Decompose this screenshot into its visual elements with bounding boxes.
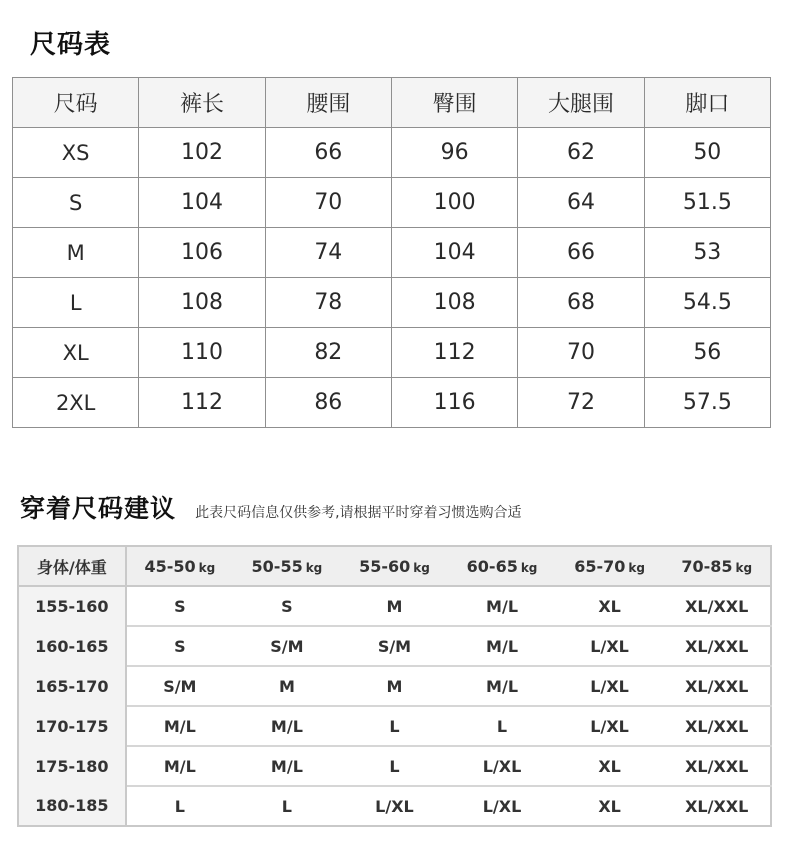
measurement-cell: 116	[391, 378, 517, 428]
measurement-cell: 106	[139, 228, 265, 278]
recommendation-row	[18, 786, 771, 826]
recommended-size-cell: L/XL	[556, 706, 664, 746]
weight-unit-label: kg	[305, 560, 323, 575]
recommended-size-cell: S/M	[341, 626, 449, 666]
height-range-cell: 155-160	[18, 586, 126, 626]
recommendation-header-row	[18, 546, 771, 586]
size-chart-title: 尺码表	[30, 30, 112, 60]
weight-range-header	[233, 546, 341, 586]
size-chart-row	[13, 228, 771, 278]
recommendation-row	[18, 586, 771, 626]
measurement-cell: 50	[644, 128, 770, 178]
recommendation-row	[18, 746, 771, 786]
weight-range-header	[448, 546, 556, 586]
recommendation-heading	[20, 489, 522, 525]
header-pants-length: 裤长	[139, 78, 265, 128]
size-label-cell: XS	[13, 128, 139, 178]
recommended-size-cell: M/L	[126, 706, 234, 746]
measurement-cell: 108	[391, 278, 517, 328]
recommended-size-cell: L	[281, 796, 292, 816]
recommended-size-cell: L/XL	[556, 626, 664, 666]
weight-range-label: 50-55	[251, 556, 303, 576]
header-thigh: 大腿围	[518, 78, 644, 128]
weight-unit-label: kg	[628, 560, 645, 575]
size-label-cell: 2XL	[13, 378, 139, 428]
measurement-cell: 110	[139, 328, 265, 378]
weight-unit-label: kg	[520, 560, 538, 575]
recommendation-row	[18, 666, 771, 706]
recommended-size-cell: S/M	[233, 626, 341, 666]
recommended-size-cell: L	[174, 796, 185, 816]
height-range-cell: 180-185	[18, 786, 126, 826]
recommended-size-cell: M	[233, 666, 341, 706]
recommended-size-cell: L	[341, 746, 449, 786]
height-range-cell: 170-175	[18, 706, 126, 746]
header-waist: 腰围	[265, 78, 391, 128]
measurement-cell: 78	[265, 278, 391, 328]
recommended-size-cell: M	[341, 666, 449, 706]
recommendation-title: 穿着尺码建议	[20, 494, 177, 523]
measurement-cell: 70	[265, 178, 391, 228]
size-label-cell: L	[13, 278, 139, 328]
measurement-cell: 53	[644, 228, 770, 278]
measurement-cell: 104	[139, 178, 265, 228]
measurement-cell: 112	[139, 378, 265, 428]
recommended-size-cell: XL/XXL	[663, 586, 771, 626]
weight-range-header	[126, 546, 234, 586]
measurement-cell: 57.5	[644, 378, 770, 428]
recommended-size-cell: L/XL	[375, 796, 414, 816]
weight-range-label: 45-50	[144, 556, 196, 576]
measurement-cell: 54.5	[644, 278, 770, 328]
weight-range-label: 65-70	[574, 556, 626, 576]
size-label-cell: S	[13, 178, 139, 228]
weight-range-label: 60-65	[466, 556, 518, 576]
weight-unit-label: kg	[413, 560, 430, 575]
recommended-size-cell: M/L	[448, 666, 556, 706]
measurement-cell: 86	[265, 378, 391, 428]
recommended-size-cell: M/L	[448, 586, 556, 626]
recommended-size-cell: L/XL	[556, 666, 664, 706]
weight-range-label: 55-60	[359, 556, 411, 576]
recommended-size-cell: M/L	[126, 746, 234, 786]
recommended-size-cell: S	[233, 586, 341, 626]
measurement-cell: 62	[518, 128, 644, 178]
recommendation-note: 此表尺码信息仅供参考,请根据平时穿着习惯选购合适	[195, 505, 522, 521]
recommended-size-cell: M	[341, 586, 449, 626]
recommended-size-cell: XL/XXL	[663, 706, 771, 746]
measurement-cell: 104	[391, 228, 517, 278]
recommendation-row	[18, 706, 771, 746]
measurement-cell: 82	[265, 328, 391, 378]
recommended-size-cell: XL	[598, 796, 621, 816]
height-range-cell: 175-180	[18, 746, 126, 786]
height-range-cell: 160-165	[18, 626, 126, 666]
recommended-size-cell: XL/XXL	[663, 666, 771, 706]
measurement-cell: 68	[518, 278, 644, 328]
size-chart-table	[12, 77, 771, 428]
measurement-cell: 96	[391, 128, 517, 178]
height-range-cell: 165-170	[18, 666, 126, 706]
recommended-size-cell: XL/XXL	[663, 626, 771, 666]
weight-range-header	[341, 546, 449, 586]
recommended-size-cell: XL/XXL	[663, 746, 771, 786]
recommended-size-cell: XL	[556, 746, 664, 786]
measurement-cell: 66	[265, 128, 391, 178]
recommendation-row	[18, 626, 771, 666]
size-label-cell: M	[13, 228, 139, 278]
recommended-size-cell: L/XL	[482, 796, 522, 816]
weight-unit-label: kg	[735, 560, 753, 575]
recommended-size-cell: L/XL	[448, 746, 556, 786]
measurement-cell: 56	[644, 328, 770, 378]
recommended-size-cell: XL/XXL	[685, 796, 749, 816]
weight-unit-label: kg	[198, 560, 216, 575]
size-chart-row	[13, 128, 771, 178]
header-leg-opening: 脚口	[644, 78, 770, 128]
measurement-cell: 108	[139, 278, 265, 328]
recommended-size-cell: M/L	[233, 706, 341, 746]
weight-range-label: 70-85	[681, 556, 733, 576]
recommended-size-cell: L	[448, 706, 556, 746]
size-chart-row	[13, 278, 771, 328]
measurement-cell: 74	[265, 228, 391, 278]
recommended-size-cell: XL	[556, 586, 664, 626]
recommended-size-cell: S	[126, 586, 234, 626]
recommended-size-cell: S	[126, 626, 234, 666]
recommended-size-cell: S/M	[126, 666, 234, 706]
size-chart-row	[13, 178, 771, 228]
size-chart-row	[13, 378, 771, 428]
size-label-cell: XL	[13, 328, 139, 378]
measurement-cell: 112	[391, 328, 517, 378]
measurement-cell: 70	[518, 328, 644, 378]
recommended-size-cell: M/L	[448, 626, 556, 666]
weight-range-header	[556, 546, 664, 586]
size-chart-row	[13, 328, 771, 378]
measurement-cell: 102	[139, 128, 265, 178]
measurement-cell: 66	[518, 228, 644, 278]
header-hip: 臀围	[391, 78, 517, 128]
header-size: 尺码	[13, 78, 139, 128]
measurement-cell: 100	[391, 178, 517, 228]
measurement-cell: 64	[518, 178, 644, 228]
recommended-size-cell: L	[341, 706, 449, 746]
header-height-weight: 身体/体重	[18, 546, 126, 586]
measurement-cell: 72	[518, 378, 644, 428]
measurement-cell: 51.5	[644, 178, 770, 228]
size-recommendation-table	[17, 545, 772, 827]
recommended-size-cell: M/L	[233, 746, 341, 786]
weight-range-header	[663, 546, 771, 586]
size-chart-header-row	[13, 78, 771, 128]
